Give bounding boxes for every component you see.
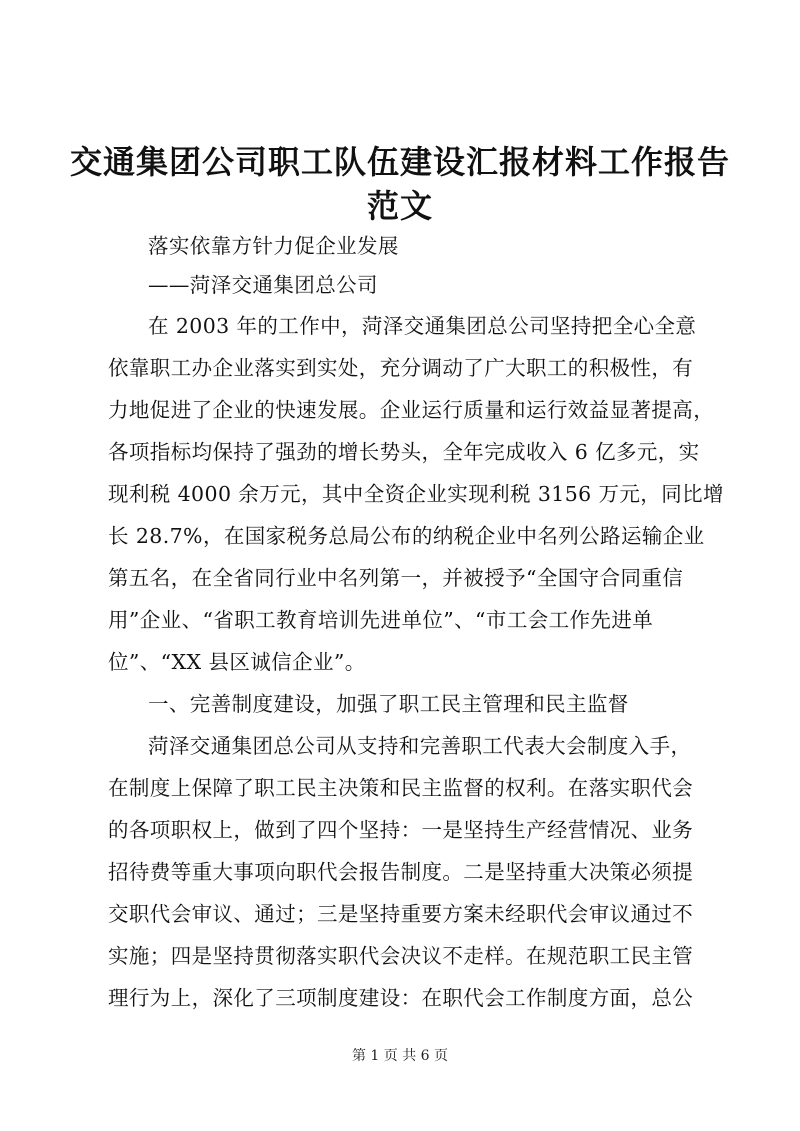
paragraph-1-line: 在 2003 年的工作中，菏泽交通集团总公司坚持把全心全意 (148, 314, 697, 338)
document-title-line-2: 范文 (366, 187, 433, 225)
paragraph-2-line: 的各项职权上，做到了四个坚持：一是坚持生产经营情况、业务 (108, 818, 694, 842)
paragraph-2-line: 理行为上，深化了三项制度建设：在职代会工作制度方面，总公 (108, 986, 694, 1010)
document-title-line-1: 交通集团公司职工队伍建设汇报材料工作报告 (70, 143, 731, 181)
paragraph-2-line: 实施；四是坚持贯彻落实职代会决议不走样。在规范职工民主管 (108, 944, 694, 968)
paragraph-1-line: 现利税 4000 余万元，其中全资企业实现利税 3156 万元，同比增 (108, 482, 724, 506)
page-footer: 第 1 页 共 6 页 (351, 1048, 449, 1064)
paragraph-2-line: 在制度上保障了职工民主决策和民主监督的权利。在落实职代会 (108, 776, 694, 800)
paragraph-2-line: 菏泽交通集团总公司从支持和完善职工代表大会制度入手， (148, 734, 692, 758)
paragraph-1-line: 依靠职工办企业落实到实处，充分调动了广大职工的积极性，有 (108, 356, 694, 380)
document-subtitle: 落实依靠方针力促企业发展 (148, 234, 399, 258)
paragraph-1-line: 长 28.7%，在国家税务总局公布的纳税企业中名列公路运输企业 (108, 524, 705, 548)
paragraph-1-line: 各项指标均保持了强劲的增长势头，全年完成收入 6 亿多元，实 (108, 440, 700, 464)
paragraph-1-line: 第五名，在全省同行业中名列第一，并被授予“全国守合同重信 (108, 566, 684, 590)
paragraph-1-line: 用”企业、“省职工教育培训先进单位”、“市工会工作先进单 (108, 608, 654, 632)
section-heading-1: 一、完善制度建设，加强了职工民主管理和民主监督 (148, 692, 629, 716)
paragraph-1-line: 位”、“XX 县区诚信企业”。 (108, 650, 366, 674)
document-author: ——菏泽交通集团总公司 (148, 273, 378, 297)
paragraph-2-line: 招待费等重大事项向职代会报告制度。二是坚持重大决策必须提 (108, 860, 694, 884)
paragraph-2-line: 交职代会审议、通过；三是坚持重要方案未经职代会审议通过不 (108, 902, 694, 926)
paragraph-1-line: 力地促进了企业的快速发展。企业运行质量和运行效益显著提高， (108, 398, 715, 422)
